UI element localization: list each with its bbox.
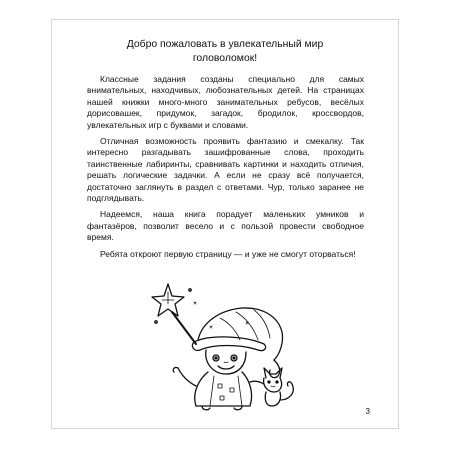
page-number: 3 bbox=[365, 407, 370, 416]
book-page bbox=[51, 19, 399, 429]
cat-icon bbox=[250, 368, 293, 406]
paragraph-opportunity: Отличная возможность проявить фантазию и смекалку. Так интересно разгадывать зашифрованные слова, проходить таинственные лабиринты, сравнивать картинки и находить отличия, решать логические задачки. А если не сразу всё получается, достаточно заглянуть в раздел с ответами. Чур, только заранее не подглядывать. bbox=[87, 136, 364, 204]
wizard-hat-icon bbox=[192, 308, 282, 378]
body-text bbox=[87, 74, 364, 260]
page-title-line-1: Добро пожаловать в увлекательный мир bbox=[126, 39, 324, 50]
paragraph-hope: Надеемся, наша книга порадует маленьких умников и фантазёров, позволит весело и с пользой провести свободное время. bbox=[87, 209, 364, 243]
star-wand-icon bbox=[152, 284, 196, 344]
page-title bbox=[72, 38, 378, 66]
paragraph-intro: Классные задания созданы специально для самых внимательных, находчивых, любознательных детей. На страницах нашей книжки много-много занимательных ребусов, весёлых дорисовашек, придумок, загадок, бродилок, кроссвордов, увлекательных игр с буквами и словами. bbox=[87, 74, 364, 130]
page-title-line-2: головоломок! bbox=[192, 53, 258, 64]
paragraph-closing: Ребята откроют первую страницу — и уже не смогут оторваться! bbox=[100, 248, 356, 259]
wizard-child-illustration bbox=[150, 282, 310, 412]
child-face-icon bbox=[206, 350, 246, 374]
child-body-icon bbox=[173, 367, 251, 409]
